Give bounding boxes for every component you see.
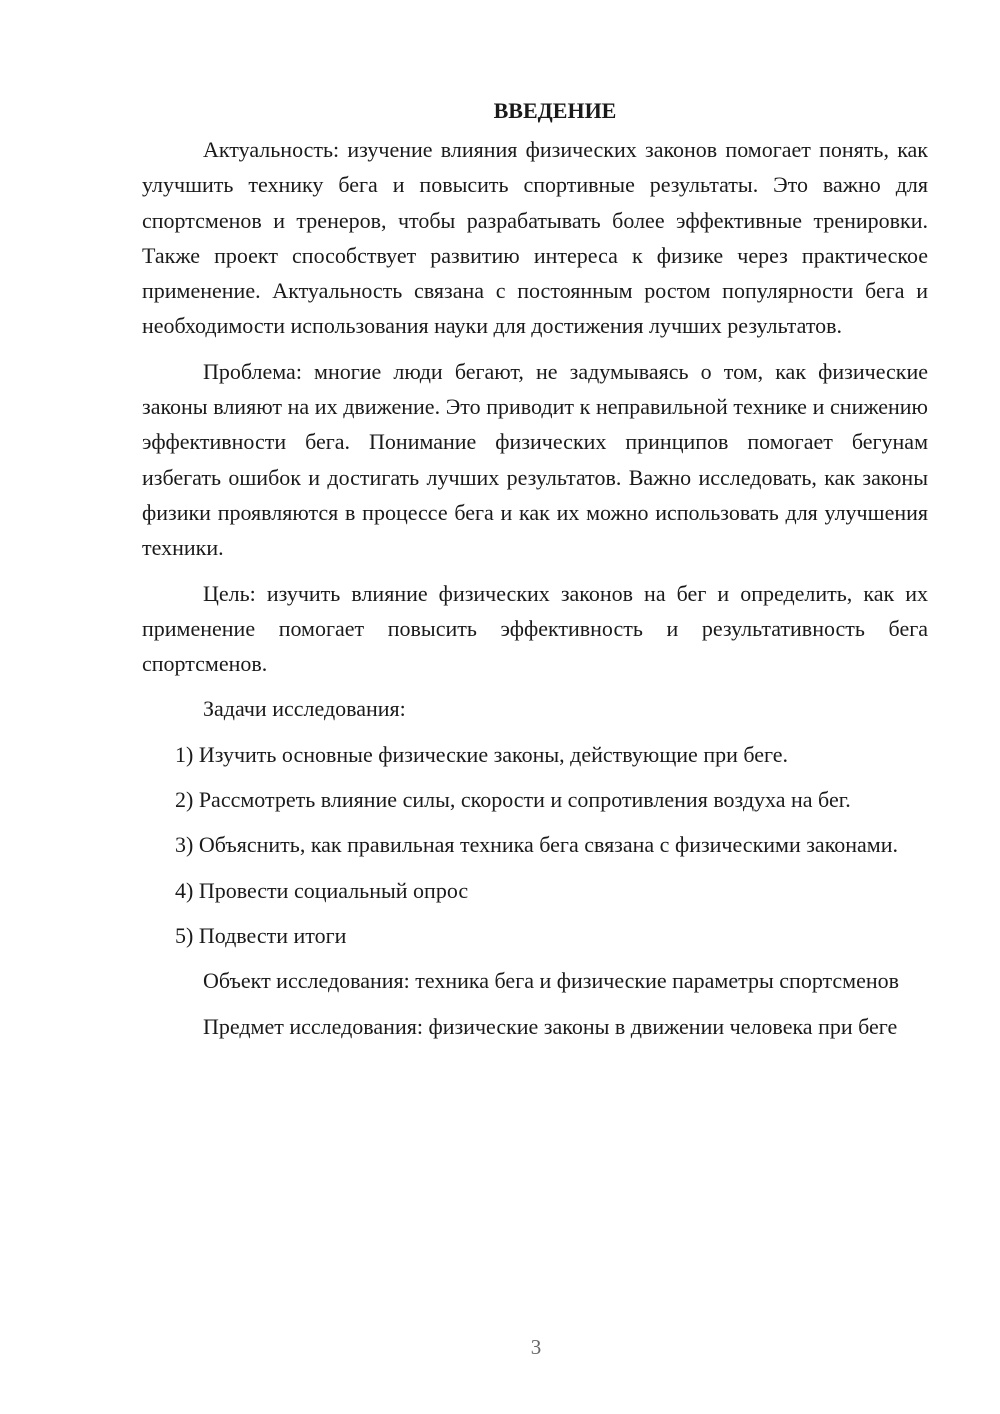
list-item: 5) Подвести итоги (175, 922, 347, 948)
list-item: 4) Провести социальный опрос (175, 877, 469, 903)
tasks-heading: Задачи исследования: (203, 696, 406, 722)
goal-paragraph: Цель: изучить влияние физических законов на бег и определить, как их применение помогает повысить эффективность и результативность бега спортсменов. (142, 580, 928, 677)
page-number: 3 (530, 1335, 542, 1359)
document-page (142, 96, 928, 1054)
relevance-paragraph: Актуальность: изучение влияния физических законов помогает понять, как улучшить технику бега и повысить спортивные результаты. Это важно для спортсменов и тренеров, чтобы разрабатывать более эффективные тренировки. Также проект способствует развитию интереса к физике через практическое применение. Актуальность связана с постоянным ростом популярности бега и необходимости использования науки для достижения лучших результатов. (142, 137, 928, 339)
subject-paragraph: Предмет исследования: физические законы в движении человека при беге (203, 1013, 898, 1039)
page-title: ВВЕДЕНИЕ (493, 98, 617, 123)
list-item: 3) Объяснить, как правильная техника бега связана с физическими законами. (175, 832, 898, 858)
tasks-list (142, 737, 928, 953)
problem-paragraph: Проблема: многие люди бегают, не задумываясь о том, как физические законы влияют на их движение. Это приводит к неправильной технике и снижению эффективности бега. Понимание физических принципов помогает бегунам избегать ошибок и достигать лучших результатов. Важно исследовать, как законы физики проявляются в процессе бега и как их можно использовать для улучшения техники. (142, 358, 928, 561)
object-paragraph: Объект исследования: техника бега и физические параметры спортсменов (203, 968, 900, 994)
list-item: 1) Изучить основные физические законы, действующие при беге. (175, 741, 789, 767)
list-item: 2) Рассмотреть влияние силы, скорости и сопротивления воздуха на бег. (175, 787, 851, 813)
